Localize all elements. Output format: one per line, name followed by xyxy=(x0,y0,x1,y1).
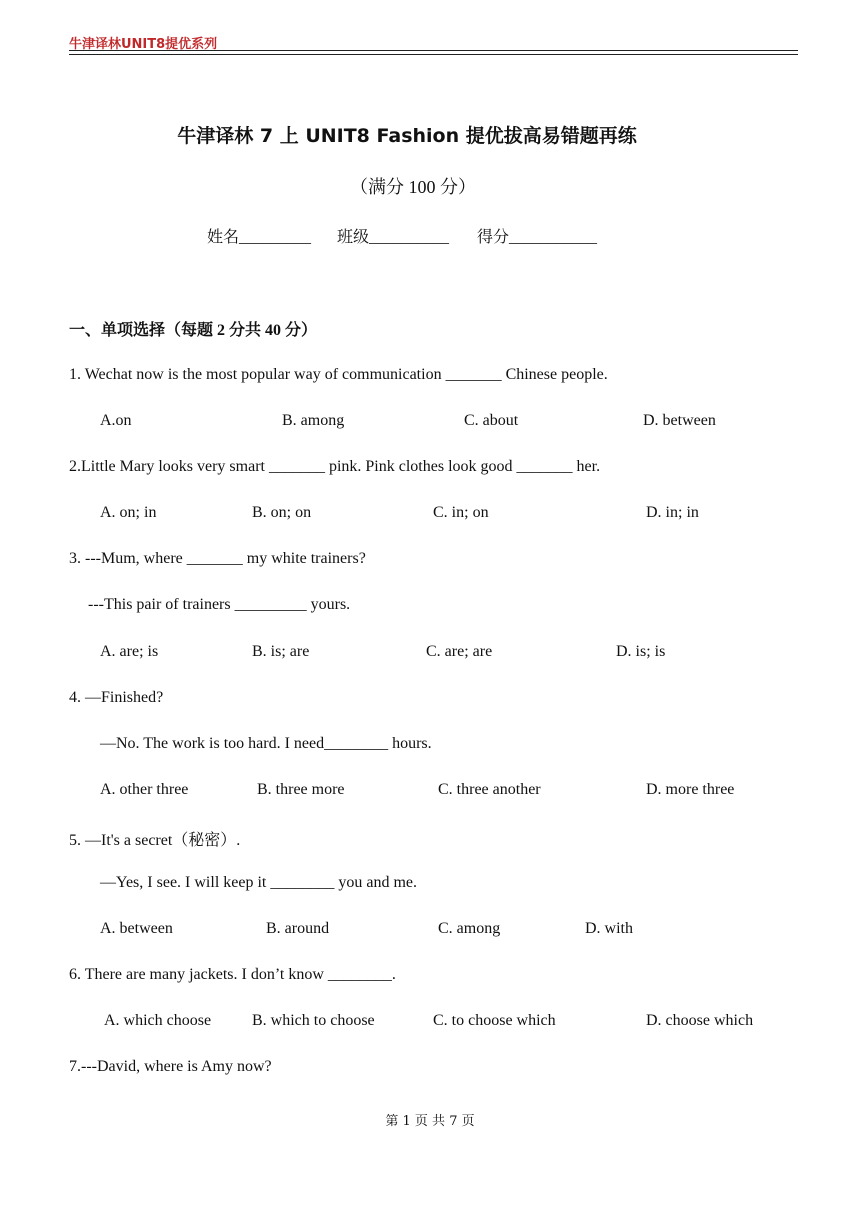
q2-option-b: B. on; on xyxy=(252,504,312,521)
q3-option-d: D. is; is xyxy=(616,643,666,660)
question-4-reply: —No. The work is too hard. I need________ hours. xyxy=(100,735,432,752)
q5-option-c: C. among xyxy=(438,920,501,937)
q5-option-a: A. between xyxy=(100,920,173,937)
document-subtitle-text: （满分 100 分） xyxy=(350,177,476,197)
score-field: 得分___________ xyxy=(477,229,598,246)
header-rule-bottom xyxy=(69,54,798,55)
question-6: 6. There are many jackets. I don’t know ________. xyxy=(69,966,396,983)
q2-option-a: A. on; in xyxy=(100,504,157,521)
q1-option-c: C. about xyxy=(464,412,519,429)
question-5-reply: —Yes, I see. I will keep it ________ you and me. xyxy=(100,874,417,891)
document-title xyxy=(0,121,860,148)
q3-option-a: A. are; is xyxy=(100,643,159,660)
q4-option-b: B. three more xyxy=(257,781,345,798)
question-3: 3. ---Mum, where _______ my white trainers? xyxy=(69,550,366,567)
q1-option-a: A.on xyxy=(100,412,132,429)
question-5: 5. —It's a secret（秘密）. xyxy=(69,832,241,849)
running-header: 牛津译林UNIT8提优系列 xyxy=(69,37,218,52)
header-rule-top xyxy=(69,50,798,51)
document-title-text: 牛津译林 7 上 UNIT8 Fashion 提优拔高易错题再练 xyxy=(177,125,637,147)
q5-option-b: B. around xyxy=(266,920,330,937)
q4-option-d: D. more three xyxy=(646,781,735,798)
q3-option-c: C. are; are xyxy=(426,643,493,660)
name-field: 姓名_________ xyxy=(207,229,312,246)
question-3-reply: ---This pair of trainers _________ yours. xyxy=(88,596,351,613)
question-4: 4. —Finished? xyxy=(69,689,164,706)
page-footer: 第 1 页 共 7 页 xyxy=(385,1114,475,1129)
question-1: 1. Wechat now is the most popular way of communication _______ Chinese people. xyxy=(69,366,608,383)
q2-option-c: C. in; on xyxy=(433,504,489,521)
q2-option-d: D. in; in xyxy=(646,504,699,521)
q6-option-d: D. choose which xyxy=(646,1012,754,1029)
class-field: 班级__________ xyxy=(337,229,450,246)
q1-option-b: B. among xyxy=(282,412,345,429)
q3-option-b: B. is; are xyxy=(252,643,310,660)
document-subtitle xyxy=(0,173,860,199)
question-2: 2.Little Mary looks very smart _______ pink. Pink clothes look good _______ her. xyxy=(69,458,601,475)
q1-option-d: D. between xyxy=(643,412,716,429)
question-7: 7.---David, where is Amy now? xyxy=(69,1058,272,1075)
section-title: 一、单项选择（每题 2 分共 40 分） xyxy=(69,322,318,339)
q6-option-b: B. which to choose xyxy=(252,1012,375,1029)
q6-option-c: C. to choose which xyxy=(433,1012,556,1029)
q4-option-a: A. other three xyxy=(100,781,189,798)
q6-option-a: A. which choose xyxy=(104,1012,212,1029)
q4-option-c: C. three another xyxy=(438,781,541,798)
q5-option-d: D. with xyxy=(585,920,633,937)
